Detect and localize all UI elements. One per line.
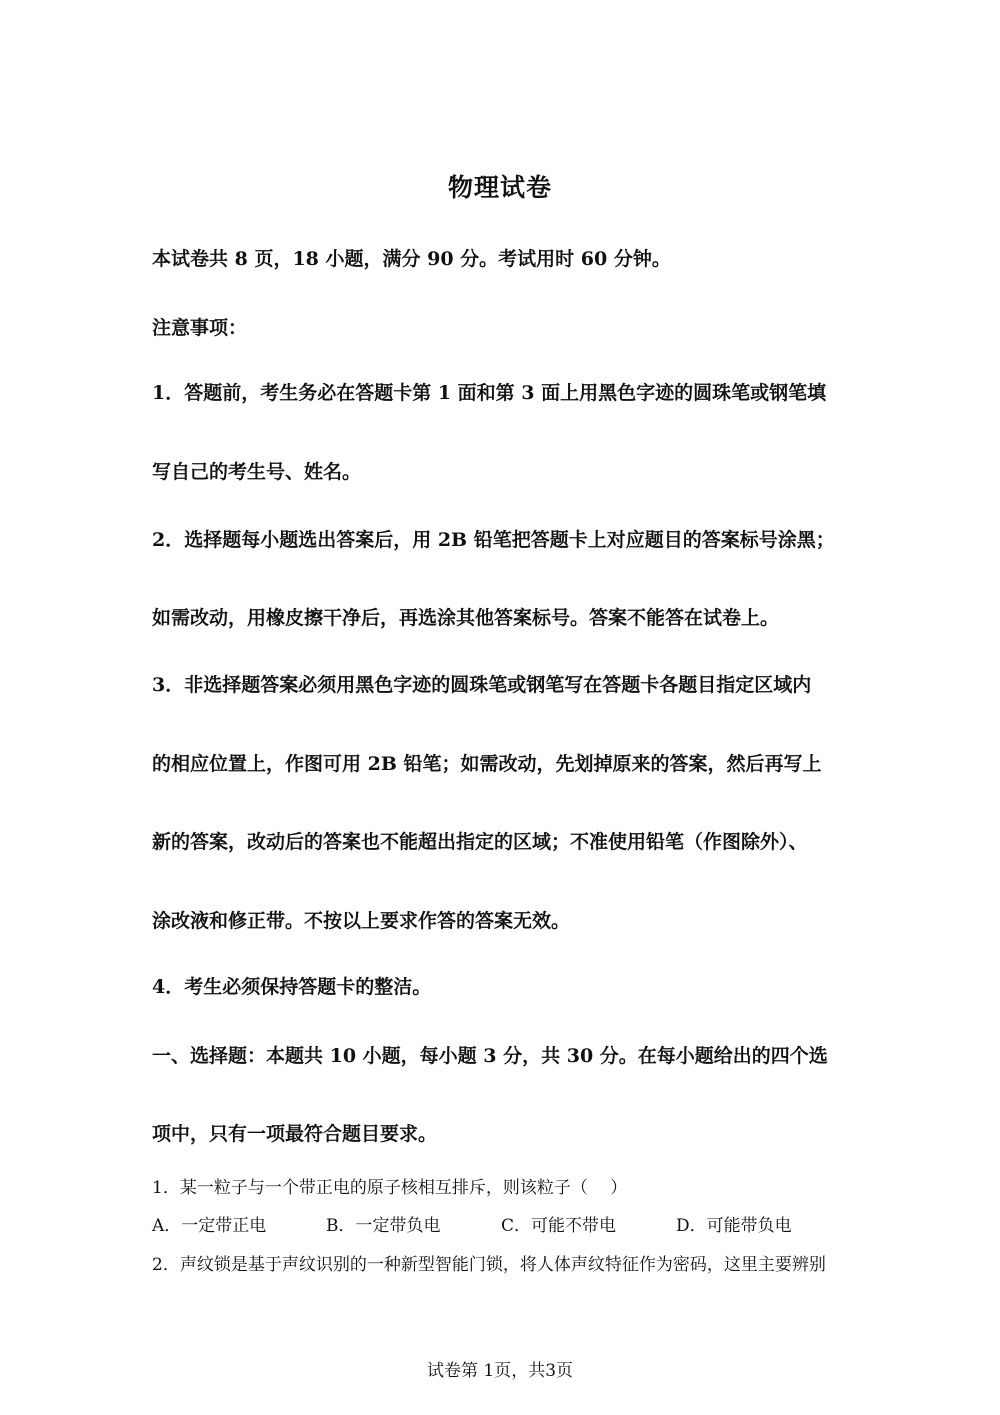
question-stem: 1．某一粒子与一个带正电的原子核相互排斥，则该粒子（ ） <box>152 1178 628 1198</box>
notice-heading: 注意事项： <box>152 317 248 339</box>
notice-line: 的相应位置上，作图可用 2B 铅笔；如需改动，先划掉原来的答案，然后再写上 <box>152 753 822 775</box>
option-d: D．可能带负电 <box>676 1216 792 1236</box>
exam-intro: 本试卷共 8 页，18 小题，满分 90 分。考试用时 60 分钟。 <box>152 248 671 270</box>
section-heading: 一、选择题：本题共 10 小题，每小题 3 分，共 30 分。在每小题给出的四个选 <box>152 1045 828 1067</box>
section-heading: 项中，只有一项最符合题目要求。 <box>152 1123 438 1145</box>
option-b: B．一定带负电 <box>326 1216 441 1236</box>
notice-line: 1．答题前，考生务必在答题卡第 1 面和第 3 面上用黑色字迹的圆珠笔或钢笔填 <box>152 382 827 404</box>
page-title: 物理试卷 <box>447 173 552 202</box>
notice-line: 如需改动，用橡皮擦干净后，再选涂其他答案标号。答案不能答在试卷上。 <box>152 607 780 629</box>
notice-line: 涂改液和修正带。不按以上要求作答的答案无效。 <box>152 910 571 932</box>
option-a: A．一定带正电 <box>152 1216 267 1236</box>
notice-line: 3．非选择题答案必须用黑色字迹的圆珠笔或钢笔写在答题卡各题目指定区域内 <box>152 674 812 696</box>
notice-line: 新的答案，改动后的答案也不能超出指定的区域；不准使用铅笔（作图除外）、 <box>152 831 808 853</box>
notice-line: 4．考生必须保持答题卡的整洁。 <box>152 976 432 998</box>
option-c: C．可能不带电 <box>501 1216 617 1236</box>
page-footer: 试卷第 1页，共3页 <box>426 1361 574 1381</box>
question-stem: 2．声纹锁是基于声纹识别的一种新型智能门锁，将人体声纹特征作为密码，这里主要辨别 <box>152 1255 826 1275</box>
notice-line: 写自己的考生号、姓名。 <box>152 461 362 483</box>
notice-line: 2．选择题每小题选出答案后，用 2B 铅笔把答题卡上对应题目的答案标号涂黑； <box>152 529 835 551</box>
